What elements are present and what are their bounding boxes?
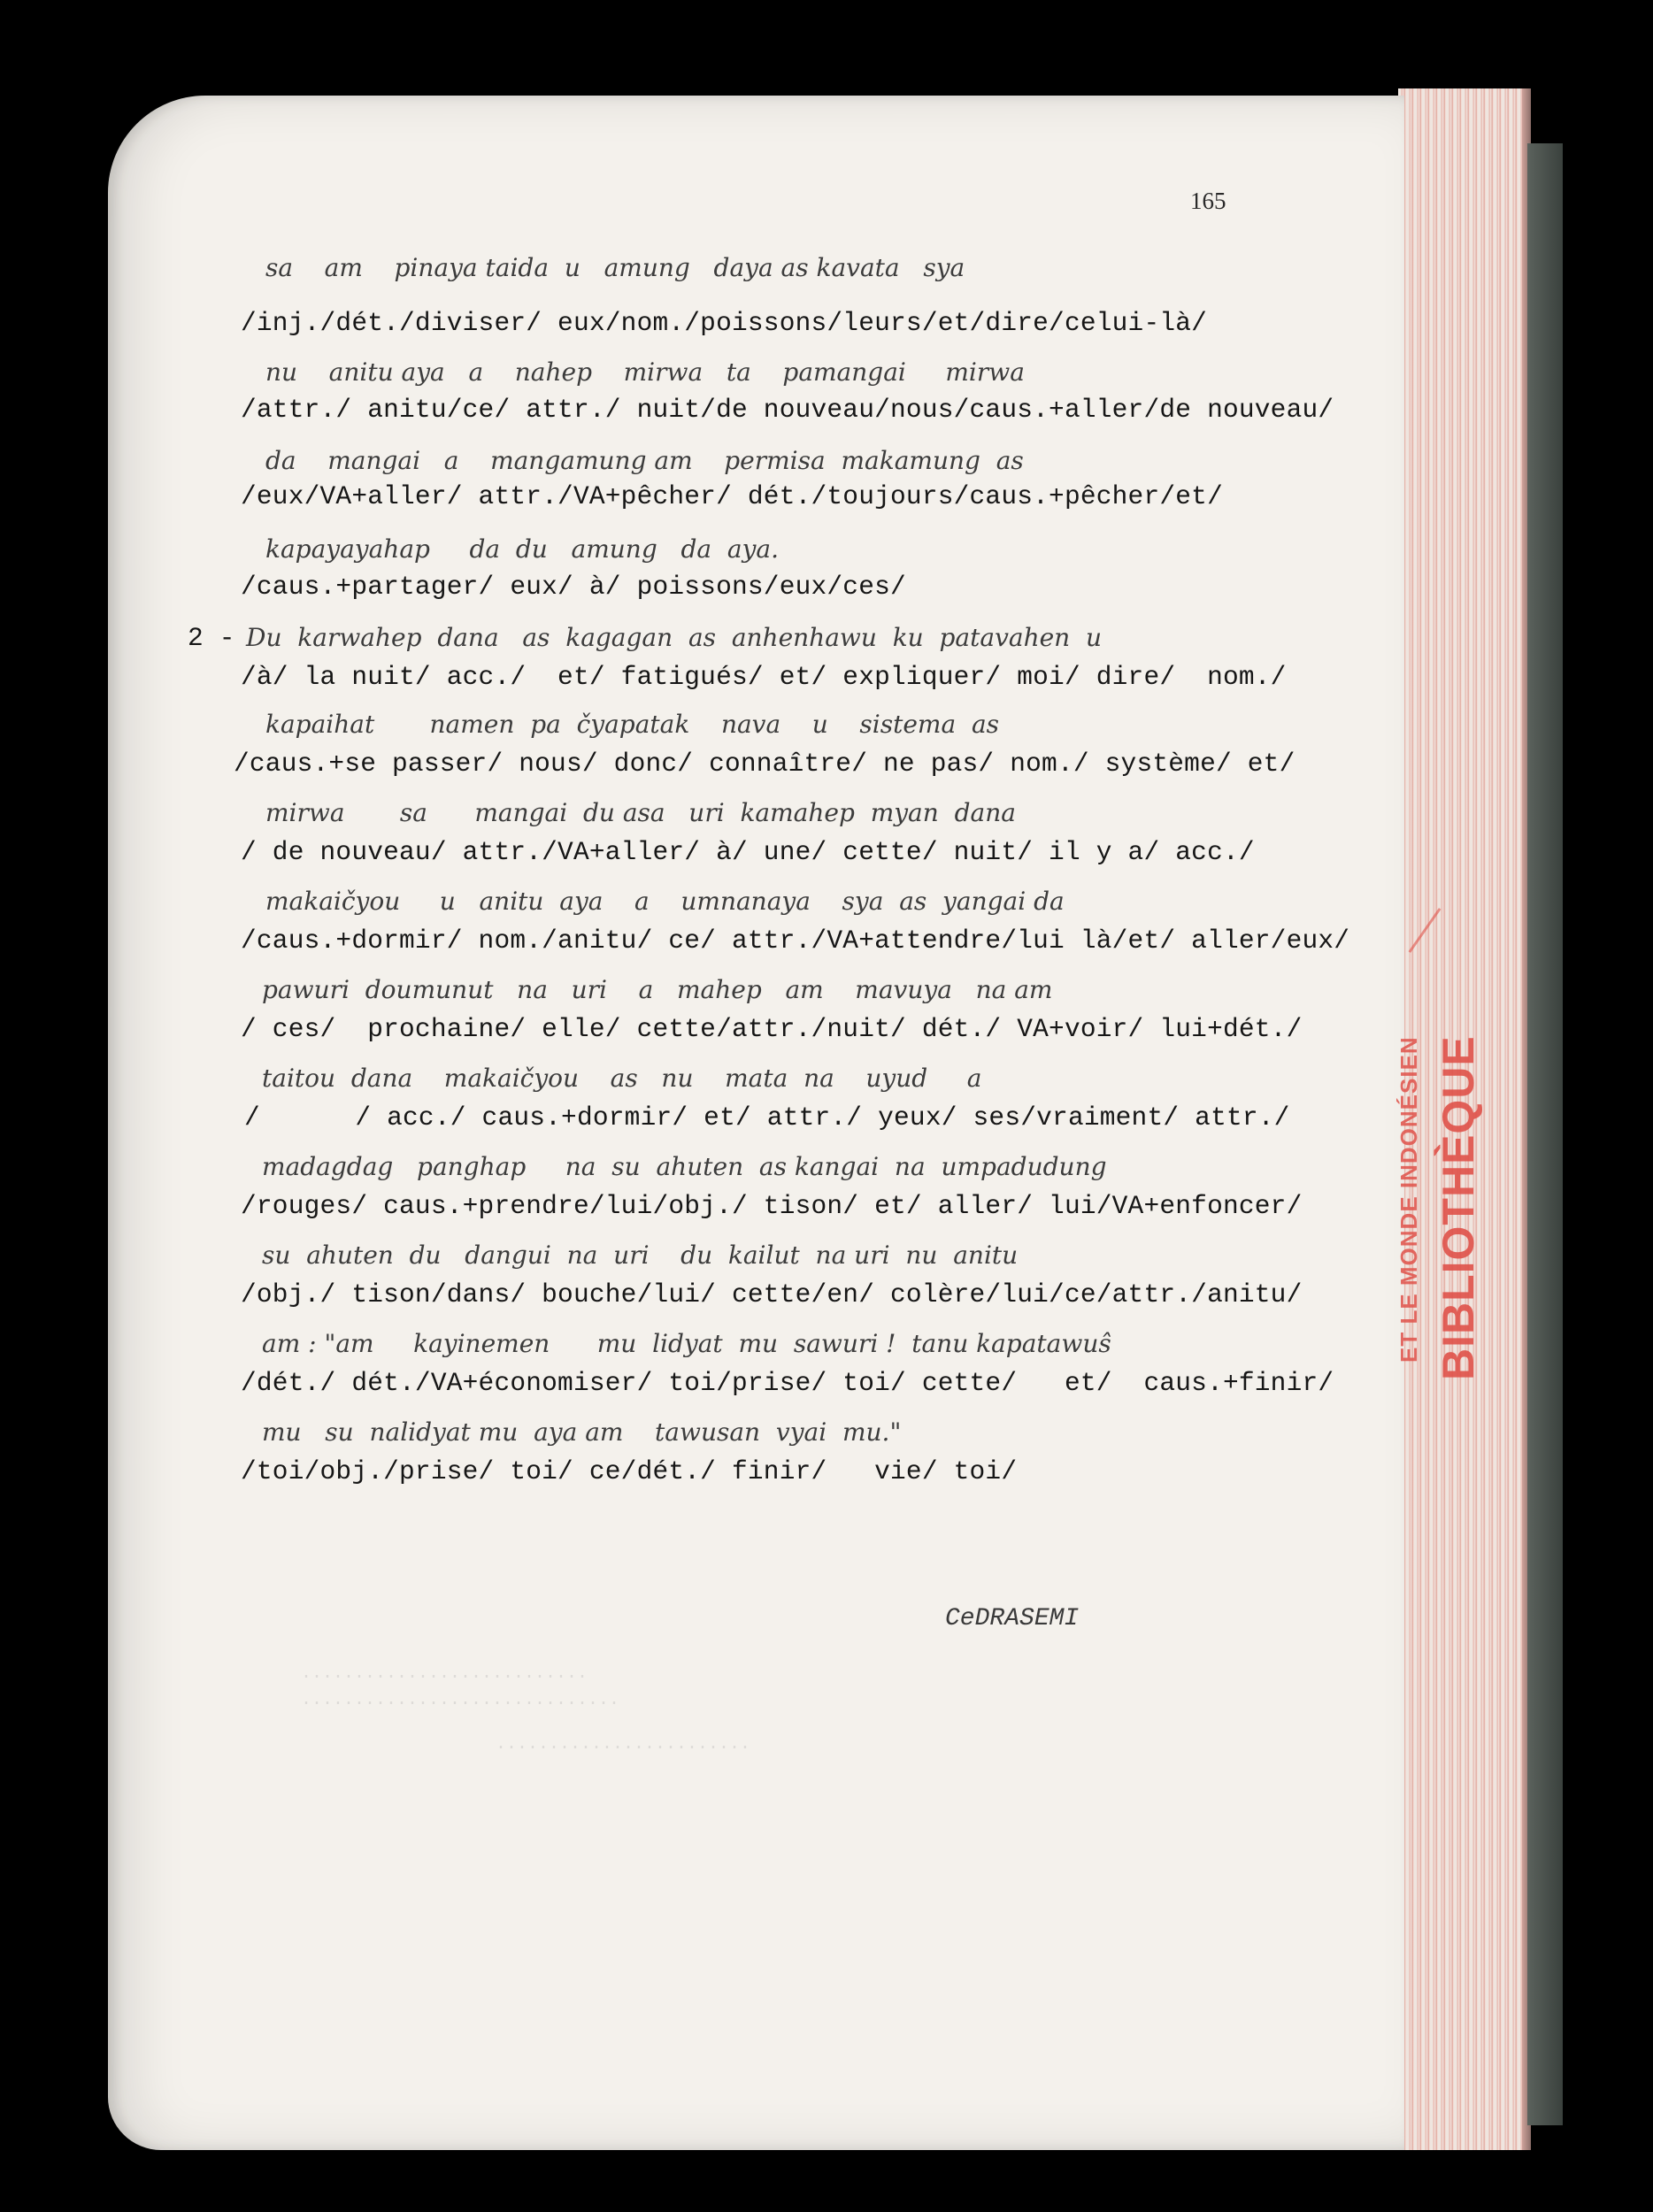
gloss-text-line: /obj./ tison/dans/ bouche/lui/ cette/en/ colère/lui/ce/attr./anitu/: [241, 1279, 1303, 1310]
native-text-line: mirwa sa mangai du asa uri kamahep myan dana: [265, 798, 1016, 827]
gloss-text-line: / / acc./ caus.+dormir/ et/ attr./ yeux/ ses/vraiment/ attr./: [244, 1102, 1290, 1133]
gloss-text-line: /caus.+se passer/ nous/ donc/ connaître/ ne pas/ nom./ système/ et/: [234, 749, 1295, 779]
stamp-line-library: BIBLIOTHÈQUE: [1434, 1035, 1483, 1380]
gloss-text-line: /eux/VA+aller/ attr./VA+pêcher/ dét./toujours/caus.+pêcher/et/: [241, 481, 1223, 511]
stamp-line-institution: ET LE MONDE INDONÉSIEN: [1395, 1036, 1422, 1363]
native-text-line: da mangai a mangamung am permisa makamung as: [265, 446, 1024, 475]
gloss-text-line: /dét./ dét./VA+économiser/ toi/prise/ toi/ cette/ et/ caus.+finir/: [241, 1368, 1334, 1398]
gloss-text-line: /rouges/ caus.+prendre/lui/obj./ tison/ et/ aller/ lui/VA+enfoncer/: [241, 1191, 1303, 1221]
gloss-text-line: /à/ la nuit/ acc./ et/ fatigués/ et/ expliquer/ moi/ dire/ nom./: [241, 662, 1287, 692]
native-text-line: su ahuten du dangui na uri du kailut na uri nu anitu: [262, 1240, 1019, 1270]
native-text-line: kapayayahap da du amung da aya.: [265, 534, 779, 564]
page-number: 165: [1190, 188, 1226, 214]
gloss-text-line: /caus.+dormir/ nom./anitu/ ce/ attr./VA+attendre/lui là/et/ aller/eux/: [241, 926, 1350, 956]
signature-text: CeDRASEMI: [945, 1605, 1080, 1632]
gloss-text-line: 2 -: [188, 623, 235, 653]
gloss-text-line: /caus.+partager/ eux/ à/ poissons/eux/ces/: [241, 572, 906, 602]
native-text-line: mu su nalidyat mu aya am tawusan vyai mu.": [262, 1417, 902, 1447]
native-text-line: makaičyou u anitu aya a umnanaya sya as yangai da: [265, 887, 1065, 916]
native-text-line: sa am pinaya taida u amung daya as kavata sya: [265, 253, 965, 282]
native-text-line: pawuri doumunut na uri a mahep am mavuya na am: [262, 975, 1053, 1004]
gloss-text-line: / ces/ prochaine/ elle/ cette/attr./nuit/ dét./ VA+voir/ lui+dét./: [241, 1014, 1303, 1044]
gloss-text-line: /toi/obj./prise/ toi/ ce/dét./ finir/ vie/ toi/: [241, 1456, 1018, 1486]
native-text-line: am : "am kayinemen mu lidyat mu sawuri ! tanu kapatawuŝ: [262, 1329, 1111, 1358]
book-cover-edge: [1527, 143, 1563, 2125]
native-text-line: Du karwahep dana as kagagan as anhenhawu ku patavahen u: [246, 623, 1103, 652]
native-text-line: taitou dana makaičyou as nu mata na uyud a: [262, 1064, 982, 1093]
gloss-text-line: / de nouveau/ attr./VA+aller/ à/ une/ cette/ nuit/ il y a/ acc./: [241, 837, 1255, 867]
native-text-line: nu anitu aya a nahep mirwa ta pamangai mirwa: [265, 357, 1025, 387]
library-stamp: [1378, 964, 1502, 1380]
gloss-text-line: /inj./dét./diviser/ eux/nom./poissons/leurs/et/dire/celui-là/: [241, 308, 1208, 338]
gloss-text-line: /attr./ anitu/ce/ attr./ nuit/de nouveau/nous/caus.+aller/de nouveau/: [241, 395, 1334, 425]
native-text-line: kapaihat namen pa čyapatak nava u sistema as: [265, 710, 1000, 739]
native-text-line: madagdag panghap na su ahuten as kangai na umpadudung: [262, 1152, 1107, 1181]
